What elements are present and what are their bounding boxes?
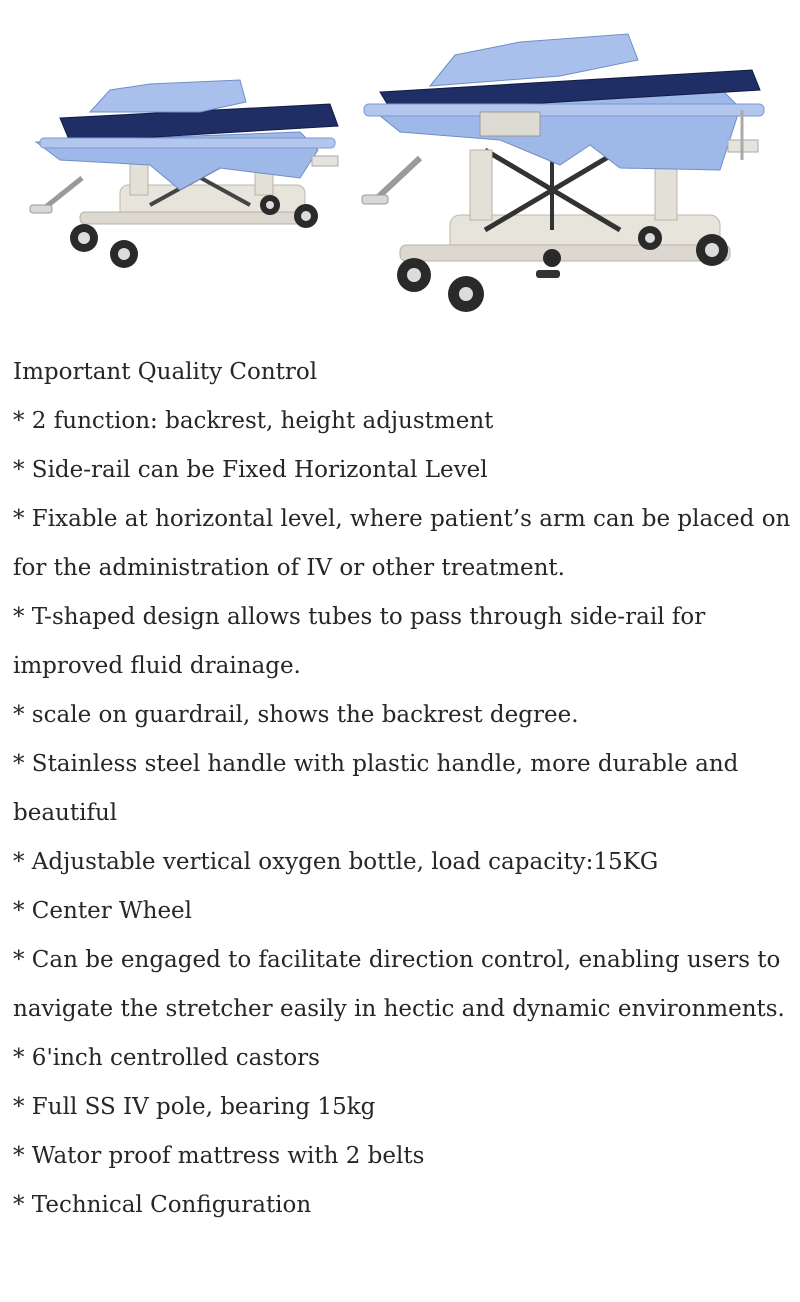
feature-item: * Side-rail can be Fixed Horizontal Level bbox=[13, 457, 488, 483]
description-text bbox=[13, 348, 793, 1230]
feature-item: * T-shaped design allows tubes to pass through side-rail for improved fluid drainage. bbox=[13, 604, 706, 679]
section-heading: Important Quality Control bbox=[13, 359, 318, 385]
feature-item: * 2 function: backrest, height adjustment bbox=[13, 408, 494, 434]
feature-item: * Adjustable vertical oxygen bottle, load capacity:15KG bbox=[13, 849, 659, 875]
feature-item: * Wator proof mattress with 2 belts bbox=[13, 1143, 425, 1169]
feature-item: * Full SS IV pole, bearing 15kg bbox=[13, 1094, 376, 1120]
feature-item: * Center Wheel bbox=[13, 898, 193, 924]
stretcher-large-illustration bbox=[362, 34, 764, 312]
feature-item: * Fixable at horizontal level, where patient’s arm can be placed on for the administration of IV or other treatment. bbox=[13, 506, 791, 581]
stretcher-small-illustration bbox=[30, 80, 338, 268]
feature-item: * scale on guardrail, shows the backrest degree. bbox=[13, 702, 579, 728]
feature-item: * Stainless steel handle with plastic handle, more durable and beautiful bbox=[13, 751, 739, 826]
product-photo bbox=[0, 0, 800, 340]
feature-item: * Can be engaged to facilitate direction control, enabling users to navigate the stretcher easily in hectic and dynamic environments. bbox=[13, 947, 785, 1022]
feature-item: * 6'inch centrolled castors bbox=[13, 1045, 320, 1071]
feature-item: * Technical Configuration bbox=[13, 1192, 312, 1218]
